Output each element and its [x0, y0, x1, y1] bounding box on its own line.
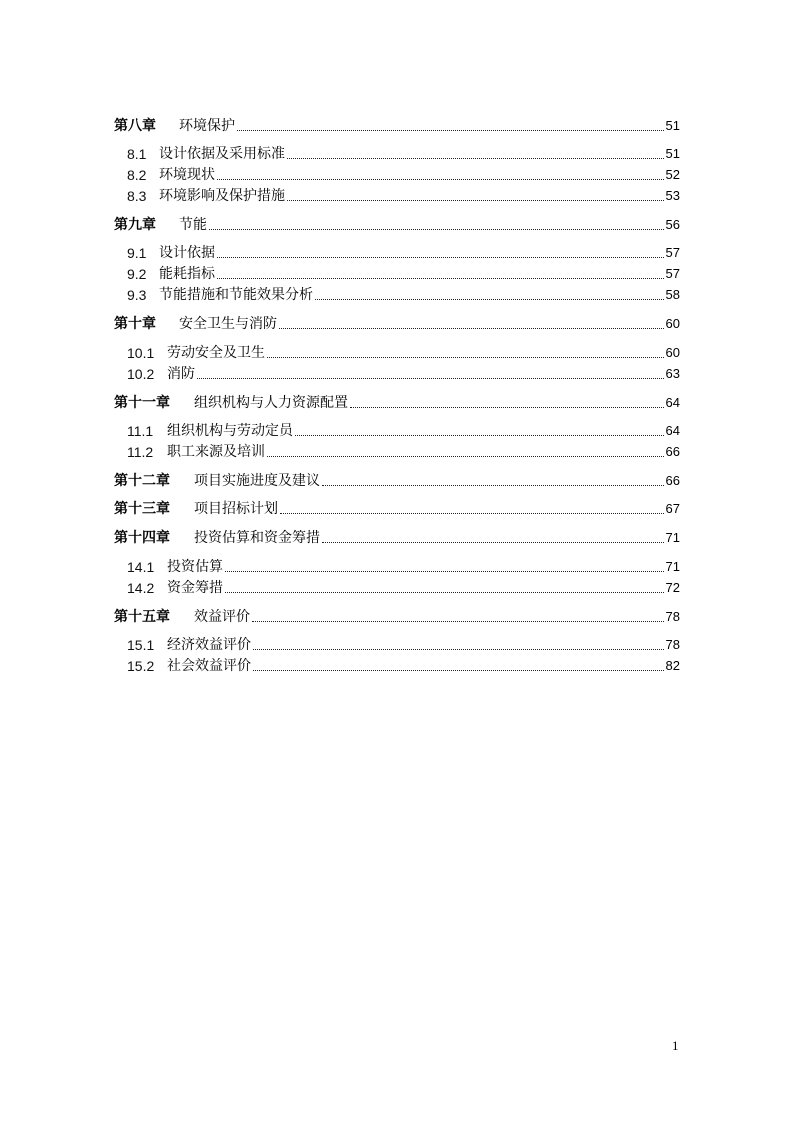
toc-entry-section-9-3[interactable] — [127, 284, 680, 304]
toc-entry-title: 环境影响及保护措施 — [159, 188, 285, 204]
toc-entry-page: 63 — [665, 366, 680, 381]
toc-leader-dots — [253, 669, 664, 671]
toc-entry-number: 8.2 — [127, 167, 147, 183]
toc-leader-dots — [287, 199, 664, 201]
toc-entry-page: 71 — [665, 559, 680, 574]
toc-entry-section-9-1[interactable] — [127, 242, 680, 262]
toc-leader-dots — [197, 377, 664, 379]
toc-leader-dots — [252, 620, 664, 622]
toc-entry-page: 67 — [665, 501, 680, 516]
toc-entry-chapter-9[interactable] — [114, 214, 680, 234]
toc-entry-number: 14.2 — [127, 580, 155, 596]
toc-entry-title: 设计依据及采用标准 — [159, 146, 285, 162]
toc-entry-number: 第十五章 — [114, 609, 170, 625]
toc-entry-number: 15.2 — [127, 658, 155, 674]
toc-entry-section-15-1[interactable] — [127, 634, 680, 654]
toc-entry-page: 82 — [665, 658, 680, 673]
toc-entry-title: 组织机构与劳动定员 — [167, 423, 293, 439]
toc-entry-page: 51 — [665, 118, 680, 133]
toc-entry-page: 78 — [665, 609, 680, 624]
toc-entry-number: 第十三章 — [114, 501, 170, 517]
toc-entry-section-10-1[interactable] — [127, 342, 680, 362]
toc-entry-title: 组织机构与人力资源配置 — [194, 395, 348, 411]
toc-entry-page: 56 — [665, 217, 680, 232]
toc-entry-page: 52 — [665, 167, 680, 182]
toc-entry-page: 78 — [665, 637, 680, 652]
toc-entry-number: 第十一章 — [114, 395, 170, 411]
toc-entry-page: 66 — [665, 473, 680, 488]
toc-entry-section-11-2[interactable] — [127, 441, 680, 461]
toc-entry-chapter-12[interactable] — [114, 470, 680, 490]
toc-entry-section-14-1[interactable] — [127, 556, 680, 576]
toc-leader-dots — [350, 406, 664, 408]
toc-entry-title: 消防 — [167, 366, 195, 382]
toc-entry-number: 10.2 — [127, 366, 155, 382]
toc-leader-dots — [267, 356, 664, 358]
toc-entry-page: 71 — [665, 530, 680, 545]
toc-entry-page: 72 — [665, 580, 680, 595]
toc-entry-title: 投资估算 — [167, 559, 223, 575]
toc-entry-page: 58 — [665, 287, 680, 302]
toc-entry-number: 8.3 — [127, 188, 147, 204]
toc-entry-chapter-15[interactable] — [114, 606, 680, 626]
toc-entry-title: 劳动安全及卫生 — [167, 345, 265, 361]
toc-entry-title: 投资估算和资金筹措 — [194, 530, 320, 546]
toc-entry-section-15-2[interactable] — [127, 655, 680, 675]
toc-entry-title: 环境保护 — [179, 118, 235, 134]
toc-entry-number: 第八章 — [114, 118, 156, 134]
toc-entry-title: 节能措施和节能效果分析 — [159, 287, 313, 303]
toc-leader-dots — [217, 178, 664, 180]
toc-entry-title: 职工来源及培训 — [167, 444, 265, 460]
toc-entry-chapter-14[interactable] — [114, 527, 680, 547]
toc-entry-chapter-11[interactable] — [114, 392, 680, 412]
toc-entry-section-11-1[interactable] — [127, 420, 680, 440]
toc-entry-number: 11.1 — [127, 423, 154, 439]
toc-leader-dots — [253, 648, 664, 650]
toc-entry-title: 能耗指标 — [159, 266, 215, 282]
toc-entry-section-9-2[interactable] — [127, 263, 680, 283]
toc-entry-number: 10.1 — [127, 345, 155, 361]
toc-entry-chapter-8[interactable] — [114, 115, 680, 135]
toc-entry-page: 64 — [665, 395, 680, 410]
toc-entry-number: 9.2 — [127, 266, 147, 282]
toc-entry-page: 51 — [665, 146, 680, 161]
toc-entry-page: 60 — [665, 316, 680, 331]
toc-entry-chapter-10[interactable] — [114, 313, 680, 333]
toc-leader-dots — [225, 591, 664, 593]
toc-leader-dots — [209, 228, 664, 230]
toc-entry-number: 8.1 — [127, 146, 147, 162]
toc-entry-section-10-2[interactable] — [127, 363, 680, 383]
toc-leader-dots — [315, 298, 664, 300]
toc-entry-title: 社会效益评价 — [167, 658, 251, 674]
toc-entry-page: 64 — [665, 423, 680, 438]
toc-leader-dots — [322, 484, 664, 486]
toc-entry-title: 经济效益评价 — [167, 637, 251, 653]
toc-entry-chapter-13[interactable] — [114, 498, 680, 518]
toc-entry-page: 53 — [665, 188, 680, 203]
toc-leader-dots — [287, 157, 664, 159]
toc-entry-number: 第九章 — [114, 217, 156, 233]
toc-entry-section-8-2[interactable] — [127, 164, 680, 184]
toc-leader-dots — [279, 327, 664, 329]
toc-entry-title: 资金筹措 — [167, 580, 223, 596]
toc-entry-page: 57 — [665, 245, 680, 260]
toc-leader-dots — [280, 512, 664, 514]
toc-entry-number: 第十二章 — [114, 473, 170, 489]
toc-entry-number: 11.2 — [127, 444, 154, 460]
toc-entry-title: 效益评价 — [194, 609, 250, 625]
toc-leader-dots — [217, 256, 664, 258]
toc-entry-number: 9.1 — [127, 245, 147, 261]
toc-entry-title: 项目招标计划 — [194, 501, 278, 517]
toc-leader-dots — [295, 434, 664, 436]
toc-entry-section-8-3[interactable] — [127, 185, 680, 205]
toc-entry-title: 项目实施进度及建议 — [194, 473, 320, 489]
toc-entry-number: 14.1 — [127, 559, 155, 575]
toc-leader-dots — [237, 129, 664, 131]
toc-leader-dots — [267, 455, 664, 457]
toc-leader-dots — [217, 277, 664, 279]
toc-entry-title: 环境现状 — [159, 167, 215, 183]
toc-leader-dots — [225, 570, 664, 572]
toc-entry-number: 9.3 — [127, 287, 147, 303]
toc-entry-number: 第十章 — [114, 316, 156, 332]
toc-leader-dots — [322, 541, 664, 543]
toc-entry-page: 66 — [665, 444, 680, 459]
toc-entry-page: 57 — [665, 266, 680, 281]
toc-entry-page: 60 — [665, 345, 680, 360]
toc-entry-title: 设计依据 — [159, 245, 215, 261]
toc-entry-title: 安全卫生与消防 — [179, 316, 277, 332]
toc-entry-section-8-1[interactable] — [127, 143, 680, 163]
page-number: 1 — [672, 1038, 679, 1053]
toc-entry-section-14-2[interactable] — [127, 577, 680, 597]
toc-entry-title: 节能 — [179, 217, 207, 233]
toc-entry-number: 15.1 — [127, 637, 155, 653]
toc-entry-number: 第十四章 — [114, 530, 170, 546]
